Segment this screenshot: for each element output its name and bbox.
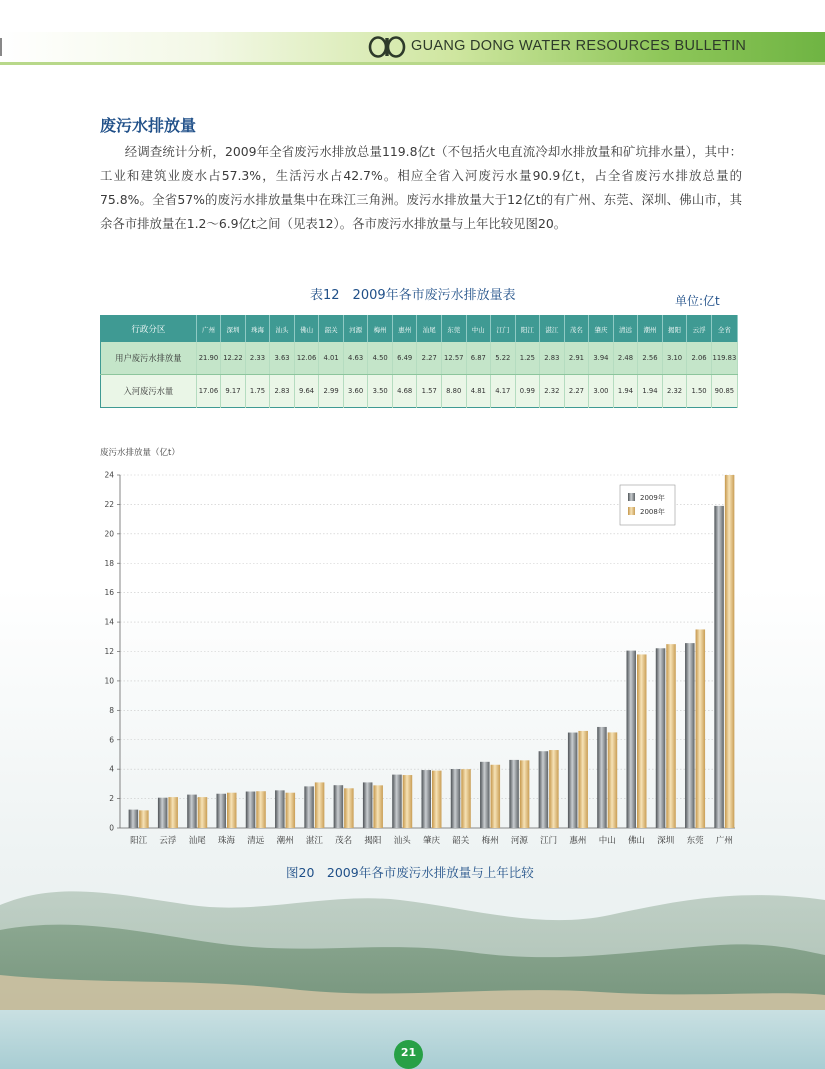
wastewater-table bbox=[100, 315, 738, 408]
table-unit: 单位:亿t bbox=[675, 294, 720, 308]
header-left-marker bbox=[0, 38, 2, 56]
x-tick-label: 韶关 bbox=[452, 836, 470, 846]
section-body bbox=[100, 140, 742, 236]
table-cell: 2.32 bbox=[540, 375, 565, 408]
table-cell: 4.81 bbox=[466, 375, 491, 408]
bar-2009 bbox=[539, 751, 549, 828]
table-col-header: 湛江 bbox=[540, 316, 565, 343]
legend-label: 2009年 bbox=[640, 494, 665, 502]
x-tick-label: 东莞 bbox=[686, 836, 704, 846]
x-tick-label: 茂名 bbox=[335, 836, 353, 846]
x-tick-label: 肇庆 bbox=[422, 836, 441, 846]
bar-2008 bbox=[666, 644, 676, 828]
x-tick-label: 梅州 bbox=[481, 836, 499, 846]
table-header-row bbox=[101, 316, 738, 343]
bar-2009 bbox=[129, 810, 139, 828]
table-cell: 3.63 bbox=[270, 342, 295, 375]
table-cell: 21.90 bbox=[196, 342, 221, 375]
bar-2008 bbox=[286, 793, 296, 828]
bar-2009 bbox=[568, 733, 578, 828]
table-row bbox=[101, 375, 738, 408]
header-divider bbox=[0, 62, 825, 65]
table-cell: 12.57 bbox=[441, 342, 466, 375]
table-cell: 90.85 bbox=[711, 375, 737, 408]
y-tick-label: 12 bbox=[104, 647, 114, 656]
y-tick-label: 2 bbox=[109, 794, 114, 804]
bar-2008 bbox=[578, 731, 588, 828]
bar-2008 bbox=[637, 654, 647, 828]
bar-2009 bbox=[275, 790, 285, 828]
legend-swatch bbox=[628, 507, 635, 515]
bar-2009 bbox=[509, 760, 519, 828]
x-tick-label: 佛山 bbox=[627, 836, 646, 846]
chart-legend-box bbox=[620, 485, 675, 525]
bar-2009 bbox=[685, 643, 695, 828]
bar-2008 bbox=[139, 810, 149, 828]
x-tick-label: 河源 bbox=[510, 836, 528, 846]
x-tick-label: 清远 bbox=[247, 836, 265, 846]
table-col-header: 深圳 bbox=[221, 316, 246, 343]
bar-2008 bbox=[256, 791, 266, 828]
y-tick-label: 14 bbox=[104, 617, 114, 627]
x-tick-label: 云浮 bbox=[159, 836, 177, 846]
wastewater-bar-chart bbox=[95, 465, 745, 855]
table-cell: 2.33 bbox=[245, 342, 270, 375]
table-col-header: 汕头 bbox=[270, 316, 295, 343]
table-cell: 8.80 bbox=[441, 375, 466, 408]
bar-2009 bbox=[597, 727, 607, 828]
table-col-header: 佛山 bbox=[294, 316, 319, 343]
table-cell: 1.75 bbox=[245, 375, 270, 408]
y-tick-label: 10 bbox=[104, 676, 114, 686]
x-tick-label: 江门 bbox=[540, 836, 558, 846]
body-paragraph: 经调查统计分析，2009年全省废污水排放总量119.8亿t（不包括火电直流冷却水排放量和矿坑排水量），其中：工业和建筑业废水占57.3%，生活污水占42.7%。相应全省入河废污水量90.9亿t，占全省废污水排放总量的75.8%。全省57%的废污水排放量集中在珠江三角洲。废污水排放量大于12亿t的有广州、东莞、深圳、佛山市，其余各市排放量在1.2～6.9亿t之间（见表12）。各市废污水排放量与上年比较见图20。 bbox=[100, 144, 742, 231]
table-cell: 4.63 bbox=[343, 342, 368, 375]
bar-2008 bbox=[520, 760, 530, 828]
table-cell: 2.99 bbox=[319, 375, 344, 408]
bar-2008 bbox=[696, 629, 706, 828]
bar-2009 bbox=[656, 648, 666, 828]
bar-2008 bbox=[168, 797, 178, 828]
table-cell: 3.00 bbox=[589, 375, 614, 408]
table-col-header: 江门 bbox=[491, 316, 516, 343]
bar-2009 bbox=[363, 782, 373, 828]
table-cell: 2.91 bbox=[564, 342, 589, 375]
table-cell: 12.22 bbox=[221, 342, 246, 375]
x-tick-label: 潮州 bbox=[276, 836, 294, 846]
x-tick-label: 汕头 bbox=[393, 836, 411, 846]
bar-2009 bbox=[714, 506, 724, 828]
bar-2009 bbox=[304, 786, 314, 828]
x-tick-label: 深圳 bbox=[657, 836, 675, 846]
bar-2008 bbox=[227, 793, 237, 828]
y-tick-label: 8 bbox=[109, 705, 114, 715]
table-cell: 2.83 bbox=[540, 342, 565, 375]
bar-2009 bbox=[246, 792, 256, 828]
y-tick-label: 6 bbox=[109, 735, 114, 745]
x-tick-label: 珠海 bbox=[217, 836, 236, 846]
table-cell: 4.17 bbox=[491, 375, 516, 408]
table-cell: 3.10 bbox=[662, 342, 687, 375]
figure-caption: 图20 2009年各市废污水排放量与上年比较 bbox=[286, 865, 534, 880]
table-cell: 1.57 bbox=[417, 375, 442, 408]
bulletin-title: GUANG DONG WATER RESOURCES BULLETIN bbox=[411, 38, 747, 54]
table-cell: 17.06 bbox=[196, 375, 221, 408]
table-cell: 12.06 bbox=[294, 342, 319, 375]
bar-2008 bbox=[491, 765, 501, 828]
table-col-header: 汕尾 bbox=[417, 316, 442, 343]
bar-2009 bbox=[187, 795, 197, 828]
table-header-label: 行政分区 bbox=[101, 316, 197, 343]
bar-2008 bbox=[549, 750, 559, 828]
table-cell: 2.27 bbox=[564, 375, 589, 408]
table-cell: 1.50 bbox=[687, 375, 712, 408]
table-row-label: 入河废污水量 bbox=[101, 375, 197, 408]
legend-swatch bbox=[628, 493, 635, 501]
bar-2009 bbox=[158, 798, 168, 828]
y-tick-label: 18 bbox=[104, 558, 114, 568]
table-cell: 2.27 bbox=[417, 342, 442, 375]
y-tick-label: 4 bbox=[109, 764, 114, 774]
table-cell: 2.83 bbox=[270, 375, 295, 408]
table-col-header: 茂名 bbox=[564, 316, 589, 343]
x-tick-label: 湛江 bbox=[305, 836, 323, 846]
y-tick-label: 22 bbox=[104, 499, 114, 509]
table-cell: 9.64 bbox=[294, 375, 319, 408]
bar-2009 bbox=[480, 762, 490, 828]
legend-label: 2008年 bbox=[640, 508, 665, 516]
table-cell: 2.48 bbox=[613, 342, 638, 375]
table-cell: 2.56 bbox=[638, 342, 663, 375]
table-cell: 9.17 bbox=[221, 375, 246, 408]
bar-2008 bbox=[432, 771, 442, 828]
table-cell: 4.50 bbox=[368, 342, 393, 375]
table-cell: 119.83 bbox=[711, 342, 737, 375]
bar-2009 bbox=[422, 770, 432, 828]
table-cell: 3.60 bbox=[343, 375, 368, 408]
bar-2008 bbox=[344, 788, 354, 828]
table-col-header: 肇庆 bbox=[589, 316, 614, 343]
table-cell: 4.68 bbox=[392, 375, 417, 408]
table-cell: 3.50 bbox=[368, 375, 393, 408]
table-cell: 1.94 bbox=[613, 375, 638, 408]
table-cell: 4.01 bbox=[319, 342, 344, 375]
y-tick-label: 0 bbox=[109, 823, 114, 833]
x-tick-label: 广州 bbox=[715, 836, 733, 846]
table-cell: 1.25 bbox=[515, 342, 540, 375]
table-col-header: 揭阳 bbox=[662, 316, 687, 343]
water-resources-logo-icon bbox=[368, 36, 406, 58]
y-tick-label: 16 bbox=[104, 588, 114, 598]
x-tick-label: 中山 bbox=[598, 836, 616, 846]
table-cell: 3.94 bbox=[589, 342, 614, 375]
bar-2009 bbox=[627, 651, 637, 828]
y-tick-label: 24 bbox=[104, 470, 114, 480]
bar-2008 bbox=[198, 797, 208, 828]
table-cell: 0.99 bbox=[515, 375, 540, 408]
page-number: 21 bbox=[400, 1046, 417, 1059]
table-cell: 2.32 bbox=[662, 375, 687, 408]
y-tick-label: 20 bbox=[104, 529, 114, 539]
table-cell: 6.87 bbox=[466, 342, 491, 375]
table-col-header: 东莞 bbox=[441, 316, 466, 343]
bar-2008 bbox=[403, 775, 413, 828]
bar-2009 bbox=[392, 775, 402, 828]
table-col-header: 云浮 bbox=[687, 316, 712, 343]
bar-2009 bbox=[334, 785, 344, 828]
bar-2008 bbox=[725, 475, 735, 828]
table-cell: 6.49 bbox=[392, 342, 417, 375]
table-col-header: 潮州 bbox=[638, 316, 663, 343]
table-cell: 5.22 bbox=[491, 342, 516, 375]
bar-2008 bbox=[608, 732, 618, 828]
table-col-header: 珠海 bbox=[245, 316, 270, 343]
table-cell: 1.94 bbox=[638, 375, 663, 408]
x-tick-label: 揭阳 bbox=[364, 836, 382, 846]
x-tick-label: 阳江 bbox=[130, 836, 148, 846]
bar-2008 bbox=[461, 769, 471, 828]
table-row bbox=[101, 342, 738, 375]
x-tick-label: 汕尾 bbox=[188, 836, 206, 846]
bar-2008 bbox=[315, 782, 325, 828]
table-col-header: 清远 bbox=[613, 316, 638, 343]
table-col-header: 阳江 bbox=[515, 316, 540, 343]
section-title: 废污水排放量 bbox=[100, 116, 197, 135]
table-col-header: 中山 bbox=[466, 316, 491, 343]
table-col-header: 韶关 bbox=[319, 316, 344, 343]
chart-y-axis-label: 废污水排放量（亿t） bbox=[100, 448, 180, 458]
table-col-header: 广州 bbox=[196, 316, 221, 343]
table-col-header: 惠州 bbox=[392, 316, 417, 343]
table-col-header: 全省 bbox=[711, 316, 737, 343]
table-col-header: 梅州 bbox=[368, 316, 393, 343]
table-title: 表12 2009年各市废污水排放量表 bbox=[310, 288, 516, 303]
table-col-header: 河源 bbox=[343, 316, 368, 343]
bar-2009 bbox=[451, 769, 461, 828]
bar-2008 bbox=[373, 785, 383, 828]
table-row-label: 用户废污水排放量 bbox=[101, 342, 197, 375]
bar-2009 bbox=[217, 794, 227, 828]
table-cell: 2.06 bbox=[687, 342, 712, 375]
x-tick-label: 惠州 bbox=[569, 836, 587, 846]
